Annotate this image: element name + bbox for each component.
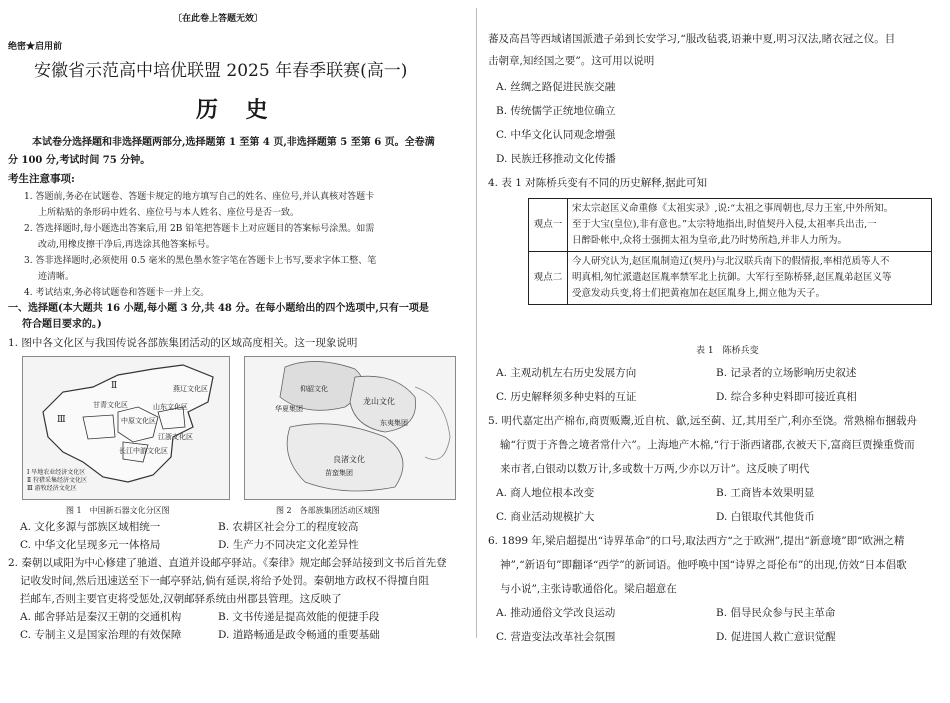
q3-line: 蕃及高昌等西域诸国派遣子弟到长安学习,“服改毡裘,语兼中夏,明习汉法,睹衣冠之仪。目 (488, 33, 896, 45)
notes-title: 考生注意事项: (8, 173, 75, 185)
q1-option: A. 文化多源与部族区域相统一 (20, 521, 161, 533)
top-note: 〔在此卷上答题无效〕 (173, 14, 264, 24)
map-label: 东夷集团 (380, 419, 408, 427)
q3-line: 击朝章,知经国之要”。这可用以说明 (488, 55, 655, 67)
q5-line: 5. 明代嘉定出产棉布,商贾贩鬻,近自杭、歙,远至蓟、辽,其用至广,利亦至饶。常熟棉布捆载舟 (488, 415, 918, 427)
figure-2-caption: 图 2 各部族集团活动区域图 (276, 506, 380, 515)
table-text-line: 受意发动兵变,将士们把黄袍加在赵匡胤身上,拥立他为天子。 (572, 288, 826, 299)
q1-option: D. 生产力不同决定文化差异性 (218, 539, 359, 551)
map-label: 苗蛮集团 (325, 469, 353, 477)
q4-option: A. 主观动机左右历史发展方向 (496, 367, 637, 379)
table-cell-label: 观点一 (529, 199, 568, 252)
intro-line-2: 分 100 分,考试时间 75 分钟。 (8, 155, 151, 166)
q2-line: 拦邮车,否则主要官吏将受惩处,汉朝邮驿系统由州郡县管理。这反映了 (20, 593, 342, 605)
q6-option: B. 倡导民众参与民主革命 (716, 607, 836, 619)
map-label: 甘青文化区 (93, 401, 128, 409)
q6-option: A. 推动通俗文学改良运动 (496, 607, 616, 619)
q2-option: C. 专制主义是国家治理的有效保障 (20, 629, 182, 641)
table-caption: 表 1 陈桥兵变 (696, 346, 759, 356)
q5-line: 输“行贾于齐鲁之境者常什六”。上海地产木棉,“行于浙西诸郡,衣被天下,富商巨贾操重赀而 (500, 439, 915, 451)
note-line: 3. 答非选择题时,必须使用 0.5 毫米的黑色墨水签字笔在答题卡上书写,要求字体工整、笔 (24, 256, 377, 266)
q4-option: C. 历史解释须多种史料的互证 (496, 391, 637, 403)
table-text-line: 明真相,匆忙派遣赵匡胤率禁军北上抗御。大军行至陈桥驿,赵匡胤弟赵匡义等 (572, 272, 892, 283)
map-label: 山东文化区 (153, 403, 188, 411)
intro-line-1: 本试卷分选择题和非选择题两部分,选择题第 1 至第 4 页,非选择题第 5 至第 6 页。全卷满 (32, 137, 435, 148)
q5-option: B. 工商皆本效果明显 (716, 487, 815, 499)
column-divider (476, 8, 477, 638)
viewpoint-table (528, 198, 932, 305)
map-legend-item: Ⅰ 旱地农业经济文化区 (27, 469, 86, 476)
table-text-line: 宋太宗赵匡义命重修《太祖实录》,说:“太祖之事周朝也,尽力王室,中外所知。 (572, 203, 894, 214)
map-legend-item: Ⅱ 狩猎采集经济文化区 (27, 477, 87, 484)
q4-option: D. 综合多种史料即可接近真相 (716, 391, 857, 403)
map-zone-label: Ⅲ (57, 415, 66, 425)
table-row (529, 199, 932, 252)
q2-option: A. 邮舍驿站是秦汉王朝的交通机构 (20, 611, 182, 623)
q2-line: 2. 秦朝以咸阳为中心修建了驰道、直道并设邮亭驿站。《秦律》规定邮会驿站接到文书后首先登 (8, 557, 447, 569)
map-label: 江浙文化区 (158, 433, 193, 441)
subject-title: 历 史 (196, 97, 278, 123)
section1-line-2: 符合题目要求的。) (22, 319, 102, 330)
table-text-line: 今人研究认为,赵匡胤制造辽(契丹)与北汉联兵南下的假情报,率相范质等人不 (572, 256, 890, 267)
note-line: 4. 考试结束,务必将试题卷和答题卡一并上交。 (24, 288, 210, 298)
note-line: 改动,用橡皮擦干净后,再选涂其他答案标号。 (38, 240, 215, 250)
map-label: 长江中游文化区 (119, 447, 168, 455)
map-label: 华夏集团 (275, 405, 303, 413)
q1-option: B. 农耕区社会分工的程度较高 (218, 521, 359, 533)
table-cell-text (568, 252, 932, 305)
map-label: 中原文化区 (121, 417, 156, 425)
figure-1-caption: 图 1 中国新石器文化分区图 (66, 506, 170, 515)
table-cell-label: 观点二 (529, 252, 568, 305)
section1-line-1: 一、选择题(本大题共 16 小题,每小题 3 分,共 48 分。在每小题给出的四个选项中,只有一项是 (8, 303, 429, 314)
q6-line: 6. 1899 年,梁启超提出“诗界革命”的口号,取法西方“之于欧洲”,提出“新意境”即“欧洲之精 (488, 535, 905, 547)
figure-1-map (22, 356, 230, 500)
map-zone-label: Ⅱ (111, 381, 118, 391)
map-label: 良渚文化 (333, 455, 365, 464)
q4-stem: 4. 表 1 对陈桥兵变有不同的历史解释,据此可知 (488, 177, 708, 189)
q1-option: C. 中华文化呈现多元一体格局 (20, 539, 161, 551)
table-cell-text (568, 199, 932, 252)
map-label: 燕辽文化区 (173, 385, 208, 393)
q2-option: B. 文书传递是提高效能的便捷手段 (218, 611, 380, 623)
table-text-line: 至于大宝(皇位),非有意也。”太宗特地指出,时值契丹入侵,太祖率兵出击,一 (572, 219, 877, 230)
exam-title: 安徽省示范高中培优联盟 2025 年春季联赛(高一) (34, 61, 408, 81)
note-line: 1. 答题前,务必在试题卷、答题卡规定的地方填写自己的姓名、座位号,并认真核对答题卡 (24, 192, 375, 202)
note-line: 2. 答选择题时,每小题选出答案后,用 2B 铅笔把答题卡上对应题目的答案标号涂黑。如需 (24, 224, 375, 234)
q6-option: C. 营造变法改革社会氛围 (496, 631, 616, 643)
map-label: 仰韶文化 (300, 385, 328, 393)
q3-option: B. 传统儒学正统地位确立 (496, 105, 616, 117)
q6-line: 与小说”,主张诗歌通俗化。梁启超意在 (500, 583, 677, 595)
q2-line: 记收发时间,然后迅速送至下一邮亭驿站,倘有延误,将给予处罚。秦朝地方政权不得擅自阻 (20, 575, 430, 587)
table-row (529, 252, 932, 305)
q2-option: D. 道路畅通是政令畅通的重要基础 (218, 629, 380, 641)
q3-option: A. 丝绸之路促进民族交融 (496, 81, 616, 93)
q5-line: 来市者,白银动以数万计,多或数十万两,少亦以万计”。这反映了明代 (500, 463, 810, 475)
map-legend-item: Ⅲ 游牧经济文化区 (27, 485, 77, 492)
table-text-line: 日醉卧帐中,众将士强拥太祖为皇帝,此乃时势所趋,并非人力所为。 (572, 235, 848, 246)
note-line: 上所粘贴的条形码中姓名、座位号与本人姓名、座位号是否一致。 (38, 208, 300, 218)
q5-option: C. 商业活动规模扩大 (496, 511, 595, 523)
figure-2-map (244, 356, 456, 500)
q3-option: D. 民族迁移推动文化传播 (496, 153, 616, 165)
map-label: 龙山文化 (363, 397, 395, 406)
q5-option: D. 白银取代其他货币 (716, 511, 815, 523)
q6-option: D. 促进国人救亡意识觉醒 (716, 631, 836, 643)
secret-mark: 绝密★启用前 (8, 42, 63, 52)
note-line: 迹清晰。 (38, 272, 75, 282)
q5-option: A. 商人地位根本改变 (496, 487, 595, 499)
q4-option: B. 记录者的立场影响历史叙述 (716, 367, 857, 379)
q6-line: 神”,“新语句”即翻译“西学”的新词语。他呼唤中国“诗界之哥伦布”的出现,仿效“日本倡歌 (500, 559, 907, 571)
q1-stem: 1. 图中各文化区与我国传说各部族集团活动的区域高度相关。这一现象说明 (8, 337, 358, 349)
q3-option: C. 中华文化认同观念增强 (496, 129, 616, 141)
